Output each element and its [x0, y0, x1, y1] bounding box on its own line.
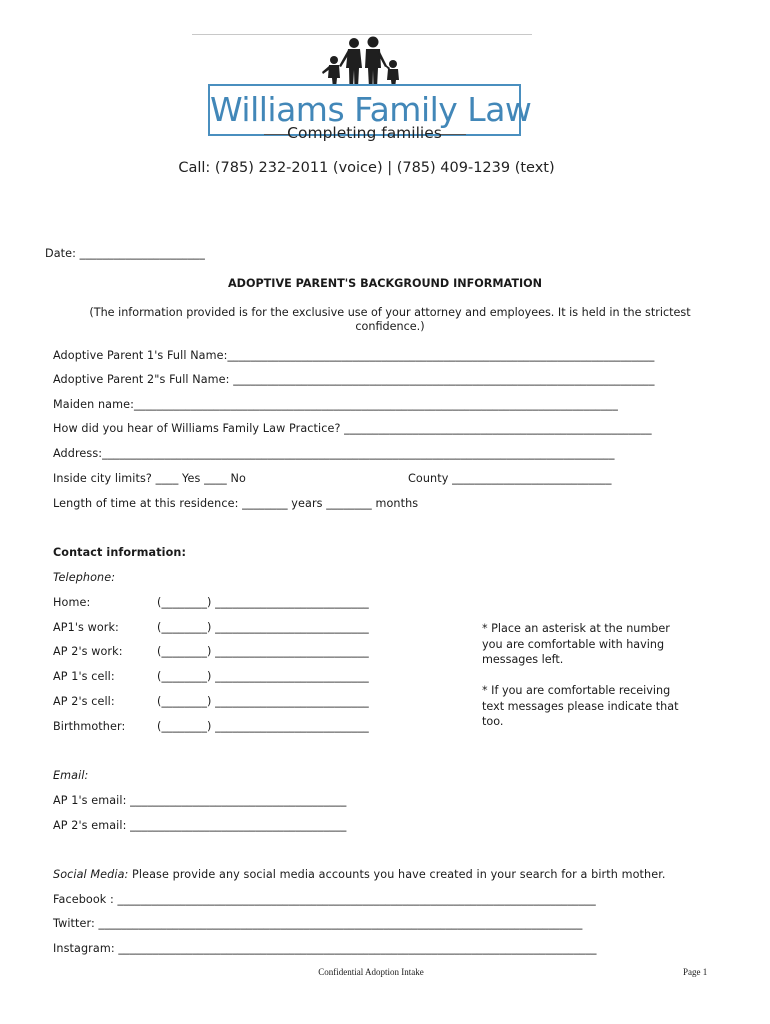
phone-field[interactable]: (________) ___________________________: [157, 695, 369, 708]
phone-field[interactable]: (________) ___________________________: [157, 621, 369, 634]
phone-line: Call: (785) 232-2011 (voice) | (785) 409-1239 (text): [178, 160, 555, 176]
ap2-name-field[interactable]: Adoptive Parent 2"s Full Name: __________________________________________________________________________: [53, 373, 655, 386]
phone-field[interactable]: (________) ___________________________: [157, 645, 369, 658]
text-message-note: * If you are comfortable receiving text messages please indicate that too.: [482, 684, 679, 728]
page-number: Page 1: [683, 967, 708, 977]
top-rule: [192, 34, 532, 35]
phone-label: AP1's work:: [53, 621, 119, 634]
phone-label: AP 1's cell:: [53, 670, 115, 683]
logo-tagline: [208, 124, 521, 146]
confidentiality-notice: (The information provided is for the exclusive use of your attorney and employees. It is held in the strictest confidence.): [89, 306, 691, 333]
ap1-name-field[interactable]: Adoptive Parent 1's Full Name:___________________________________________________________________________: [53, 349, 655, 362]
footer-caption: Confidential Adoption Intake: [318, 967, 424, 977]
social-media-label: Social Media:: [53, 868, 129, 881]
residence-length-field[interactable]: Length of time at this residence: ________ years ________ months: [53, 497, 419, 510]
family-silhouette-icon: [318, 36, 408, 88]
address-field[interactable]: Address:__________________________________________________________________________________________: [53, 447, 615, 460]
phone-field[interactable]: (________) ___________________________: [157, 670, 369, 683]
referral-source-field[interactable]: How did you hear of Williams Family Law Practice? ______________________________________________________: [53, 422, 652, 435]
phone-field[interactable]: (________) ___________________________: [157, 596, 369, 609]
social-media-text: Please provide any social media accounts you have created in your search for a birth mother.: [128, 868, 666, 881]
asterisk-note: * Place an asterisk at the number you are comfortable with having messages left.: [482, 622, 670, 666]
maiden-name-field[interactable]: Maiden name:_____________________________________________________________________________________: [53, 398, 618, 411]
phone-field[interactable]: (________) ___________________________: [157, 720, 369, 733]
phone-label: Home:: [53, 596, 91, 609]
facebook-field[interactable]: Facebook : ____________________________________________________________________________________: [53, 893, 596, 906]
twitter-field[interactable]: Twitter: _____________________________________________________________________________________: [53, 917, 583, 930]
ap1-email-field[interactable]: AP 1's email: ______________________________________: [53, 794, 347, 807]
ap2-email-field[interactable]: AP 2's email: ______________________________________: [53, 819, 347, 832]
city-limits-field[interactable]: Inside city limits? ____ Yes ____ No: [53, 472, 246, 485]
logo-name: Williams Family Law: [210, 90, 532, 129]
instagram-field[interactable]: Instagram: ____________________________________________________________________________________: [53, 942, 597, 955]
phone-label: Birthmother:: [53, 720, 126, 733]
tagline-text: Completing families: [287, 124, 442, 142]
phone-label: AP 2's work:: [53, 645, 123, 658]
date-line: Date: ______________________: [45, 247, 205, 260]
form-title: ADOPTIVE PARENT'S BACKGROUND INFORMATION: [228, 277, 542, 290]
phone-label: AP 2's cell:: [53, 695, 115, 708]
telephone-label: Telephone:: [53, 571, 116, 584]
contact-heading: Contact information:: [53, 546, 187, 559]
email-label: Email:: [53, 769, 89, 782]
county-field[interactable]: County ____________________________: [408, 472, 612, 485]
social-media-intro: [53, 868, 666, 881]
